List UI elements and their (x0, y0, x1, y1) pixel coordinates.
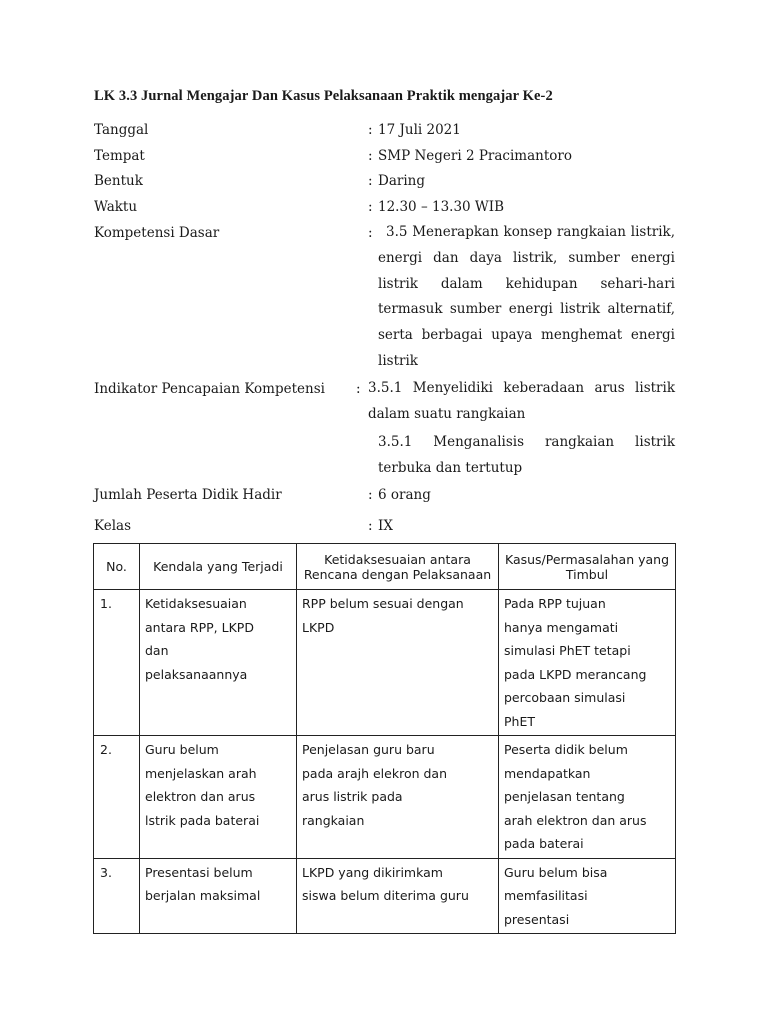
cell-line: RPP belum sesuai dengan (302, 596, 464, 611)
jumlah-value: 6 orang (378, 487, 431, 503)
ketidaksesuaian-cell (297, 736, 499, 859)
row-number: 3. (94, 858, 140, 934)
indikator-label: Indikator Pencapaian Kompetensi (94, 381, 325, 397)
table-row (94, 736, 676, 859)
cell-line: penjelasan tentang (504, 789, 625, 804)
bentuk-value: Daring (378, 173, 425, 189)
bentuk-label: Bentuk (94, 173, 143, 189)
cell-line: menjelaskan arah (145, 765, 257, 781)
document-title: LK 3.3 Jurnal Mengajar Dan Kasus Pelaksanaan Praktik mengajar Ke-2 (94, 88, 553, 104)
tanggal-colon: : (368, 122, 373, 138)
kendala-cell (140, 736, 297, 859)
table-row (94, 590, 676, 736)
row-number: 2. (94, 736, 140, 859)
tempat-label: Tempat (94, 148, 145, 164)
kompetensi-value: 3.5 Menerapkan konsep rangkaian listrik, energi dan daya listrik, sumber energi listrik dalam kehidupan sehari-hari termasuk sumber energi listrik alternatif, serta berbagai upaya menghemat energi listrik (378, 224, 675, 369)
kasus-cell (499, 858, 676, 934)
cell-line: dan (145, 643, 169, 658)
bentuk-colon: : (368, 173, 373, 189)
cell-line: pada LKPD merancang (504, 666, 647, 682)
cell-line: Pada RPP tujuan (504, 596, 606, 611)
table-row (94, 858, 676, 934)
jumlah-colon: : (368, 487, 373, 503)
cell-line: pelaksanaannya (145, 666, 248, 682)
cell-line: pada arajh elekron dan (302, 765, 448, 781)
cell-line: rangkaian (302, 812, 365, 828)
cell-line: elektron dan arus (145, 789, 256, 804)
row-number: 1. (94, 590, 140, 736)
ketidaksesuaian-cell (297, 590, 499, 736)
kendala-cell (140, 858, 297, 934)
kompetensi-colon: : (368, 225, 373, 241)
cell-line: lstrik pada baterai (145, 812, 260, 828)
tempat-colon: : (368, 148, 373, 164)
cell-line: pada baterai (504, 836, 584, 851)
table-header-row (94, 544, 676, 590)
waktu-colon: : (368, 199, 373, 215)
cell-line: hanya mengamati (504, 619, 619, 635)
cell-line: PhET (504, 713, 535, 729)
kasus-cell (499, 590, 676, 736)
cell-line: presentasi (504, 911, 570, 927)
kompetensi-label: Kompetensi Dasar (94, 225, 220, 241)
kelas-colon: : (368, 518, 373, 534)
cell-line: Presentasi belum (145, 864, 253, 880)
cell-line: siswa belum diterima guru (302, 888, 469, 903)
indikator-item-2: 3.5.1 Menganalisis rangkaian listrik terbuka dan tertutup (378, 434, 675, 476)
waktu-value: 12.30 – 13.30 WIB (378, 199, 505, 215)
tanggal-value: 17 Juli 2021 (378, 122, 461, 138)
cell-line: Ketidaksesuaian (145, 596, 247, 611)
cell-line: percobaan simulasi (504, 690, 626, 705)
cases-table (93, 543, 676, 934)
cell-line: Penjelasan guru baru (302, 742, 435, 757)
cell-line: Guru belum bisa (504, 864, 608, 880)
kelas-value: IX (378, 518, 393, 534)
ketidaksesuaian-cell (297, 858, 499, 934)
kelas-label: Kelas (94, 518, 132, 534)
indikator-colon: : (356, 381, 361, 397)
cell-line: simulasi PhET tetapi (504, 643, 631, 658)
cell-line: LKPD (302, 619, 335, 635)
header-kasus: Kasus/Permasalahan yang Timbul (499, 544, 676, 590)
cell-line: antara RPP, LKPD (145, 619, 254, 635)
cell-line: LKPD yang dikirimkam (302, 864, 443, 880)
waktu-label: Waktu (94, 199, 138, 215)
header-kendala: Kendala yang Terjadi (140, 544, 297, 590)
cell-line: arus listrik pada (302, 789, 403, 804)
tanggal-label: Tanggal (94, 122, 149, 138)
cell-line: memfasilitasi (504, 888, 588, 903)
cell-line: arah elektron dan arus (504, 812, 647, 828)
header-ketidaksesuaian: Ketidaksesuaian antara Rencana dengan Pelaksanaan (297, 544, 499, 590)
cell-line: berjalan maksimal (145, 888, 261, 903)
indikator-item-1: 3.5.1 Menyelidiki keberadaan arus listrik dalam suatu rangkaian (368, 380, 675, 422)
kendala-cell (140, 590, 297, 736)
cell-line: Guru belum (145, 742, 219, 757)
cell-line: Peserta didik belum (504, 742, 628, 757)
cell-line: mendapatkan (504, 765, 591, 781)
kasus-cell (499, 736, 676, 859)
tempat-value: SMP Negeri 2 Pracimantoro (378, 148, 572, 164)
header-no: No. (94, 544, 140, 590)
jumlah-label: Jumlah Peserta Didik Hadir (94, 487, 282, 503)
